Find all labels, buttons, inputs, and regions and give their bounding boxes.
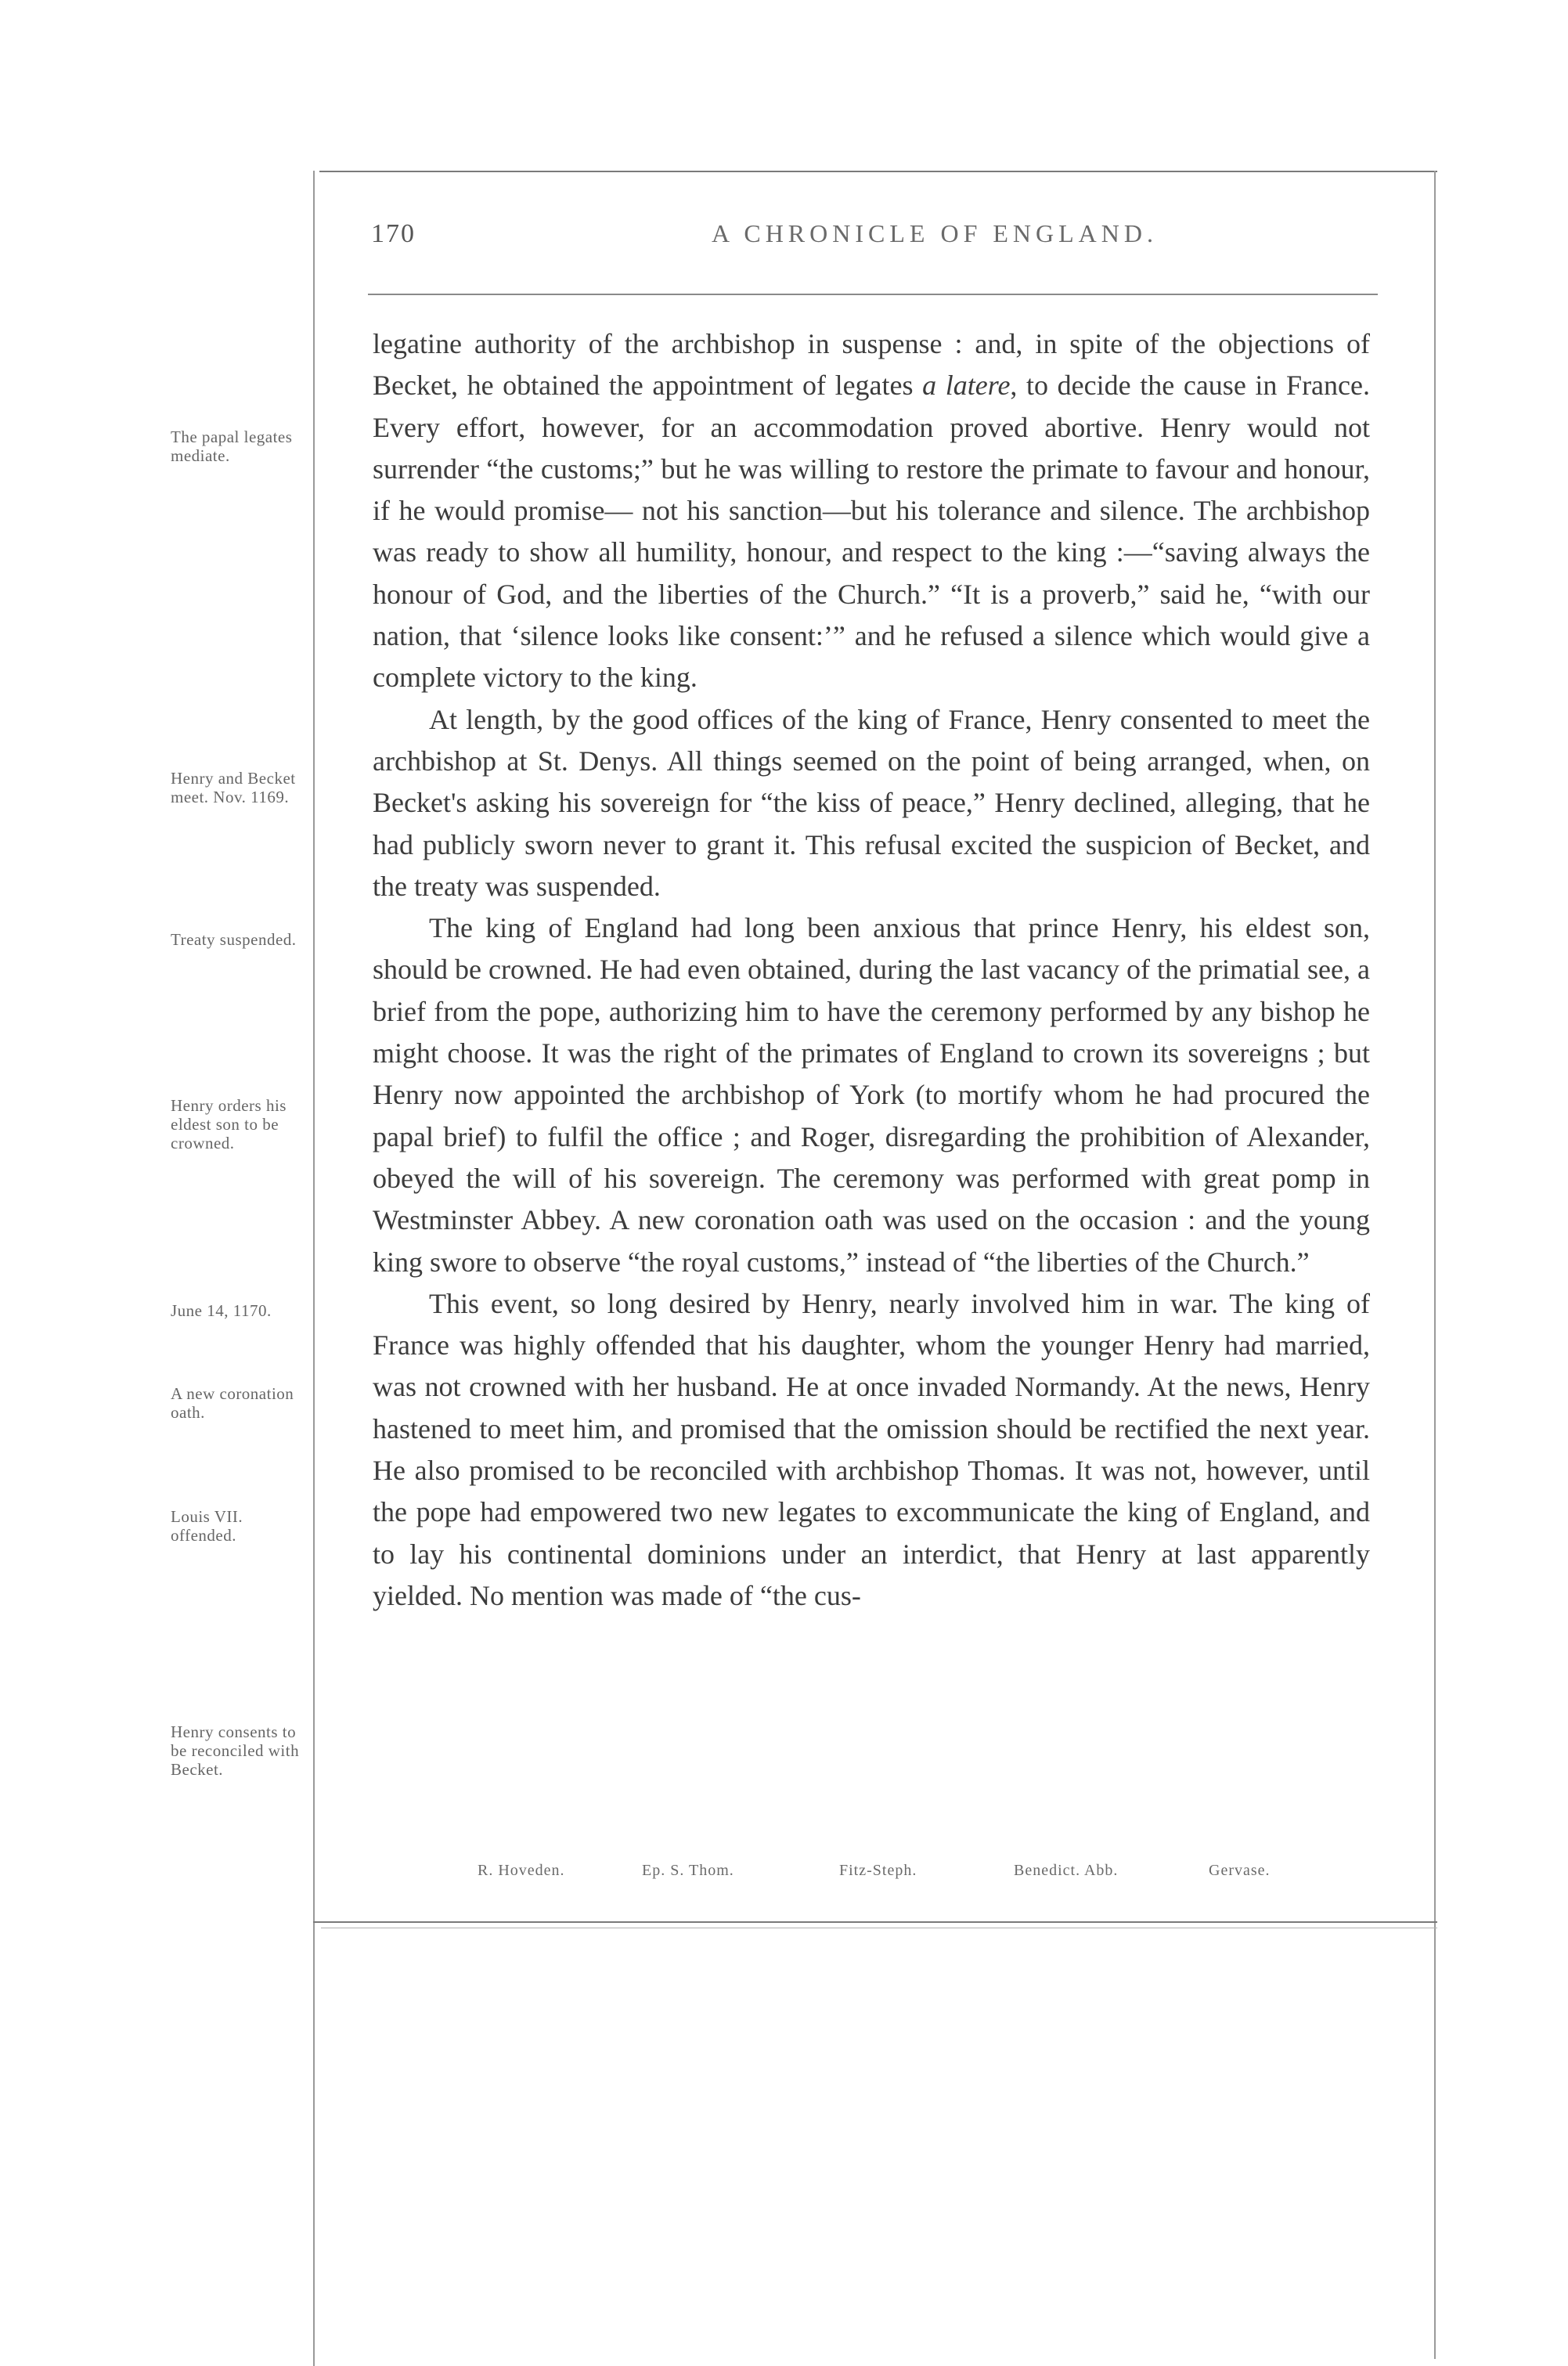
running-head: A CHRONICLE OF ENGLAND. (712, 219, 1158, 247)
margin-note: June 14, 1170. (171, 1301, 272, 1320)
page-header (371, 219, 1381, 266)
margin-note: Treaty suspended. (171, 930, 297, 949)
frame-top-rule (319, 171, 1437, 172)
citation: Gervase. (1209, 1862, 1271, 1879)
page-number: 170 (371, 219, 416, 248)
paragraph: The king of England had long been anxious that prince Henry, his eldest son, should be crowned. He had even obtained, during the last vacancy of the primatial see, a brief from the pope, authorizing him to have the ceremony performed by any bishop he might choose. It was the right of the primates of England to crown its sovereigns ; but Henry now appointed the archbishop of York (to mortify whom he had procured the papal brief) to fulfil the office ; and Roger, disregarding the prohibition of Alexander, obeyed the will of his sovereign. The ceremony was performed with great pomp in Westminster Abbey. A new coronation oath was used on the occasion : and the young king swore to observe “the royal customs,” instead of “the liberties of the Church.” (373, 912, 1370, 1278)
source-citations (407, 1862, 1346, 1885)
latin-phrase: a latere (922, 370, 1011, 402)
body-text (373, 323, 1370, 1617)
frame-left-rule (313, 171, 315, 2366)
margin-note: Henry orders his eldest son to be crowned. (171, 1096, 287, 1152)
margin-note: Louis VII. offended. (171, 1507, 243, 1545)
citation: Benedict. Abb. (1014, 1862, 1119, 1879)
header-rule (368, 294, 1378, 295)
citation: Fitz-Steph. (839, 1862, 917, 1879)
margin-note: The papal legates mediate. (171, 427, 293, 465)
paragraph: This event, so long desired by Henry, nearly involved him in war. The king of France was highly offended that his daughter, whom the younger Henry had married, was not crowned with her husband. He at once invaded Normandy. At the news, Henry hastened to meet him, and promised that the omission should be rectified the next year. He also promised to be reconciled with archbishop Thomas. It was not, however, until the pope had empowered two new legates to excommunicate the king of England, and to lay his continental dominions under an interdict, that Henry at last apparently yielded. No mention was made of “the cus- (373, 1287, 1370, 1611)
paragraph-text: legatine authority of the archbishop in suspense : and, in spite of the objections of Becket, he obtained the appointment of legates (373, 328, 1370, 402)
margin-note: A new coronation oath. (171, 1384, 294, 1422)
citation: R. Hoveden. (478, 1862, 565, 1879)
margin-note: Henry consents to be reconciled with Becket. (171, 1722, 300, 1779)
frame-right-rule (1434, 171, 1436, 2359)
margin-note: Henry and Becket meet. Nov. 1169. (171, 769, 296, 806)
frame-bottom-rule (313, 1921, 1437, 1923)
citation: Ep. S. Thom. (642, 1862, 734, 1879)
paragraph: At length, by the good offices of the king of France, Henry consented to meet the archbishop at St. Denys. All things seemed on the point of being arranged, when, on Becket's asking his sovereign for “the kiss of peace,” Henry declined, alleging, that he had publicly sworn never to grant it. This refusal excited the suspicion of Becket, and the treaty was suspended. (373, 703, 1370, 902)
paragraph (373, 323, 1370, 699)
paragraph-text: , to decide the cause in France. Every effort, however, for an accommodation proved abortive. Henry would not surrender “the customs;” but he was willing to restore the primate to favour and honour, if he would promise— not his sanction—but his tolerance and silence. The archbishop was ready to show all humility, honour, and respect to the king :—“saving always the honour of God, and the liberties of the Church.” “It is a proverb,” said he, “with our nation, that ‘silence looks like consent:’” and he refused a silence which would give a complete victory to the king. (373, 370, 1370, 694)
